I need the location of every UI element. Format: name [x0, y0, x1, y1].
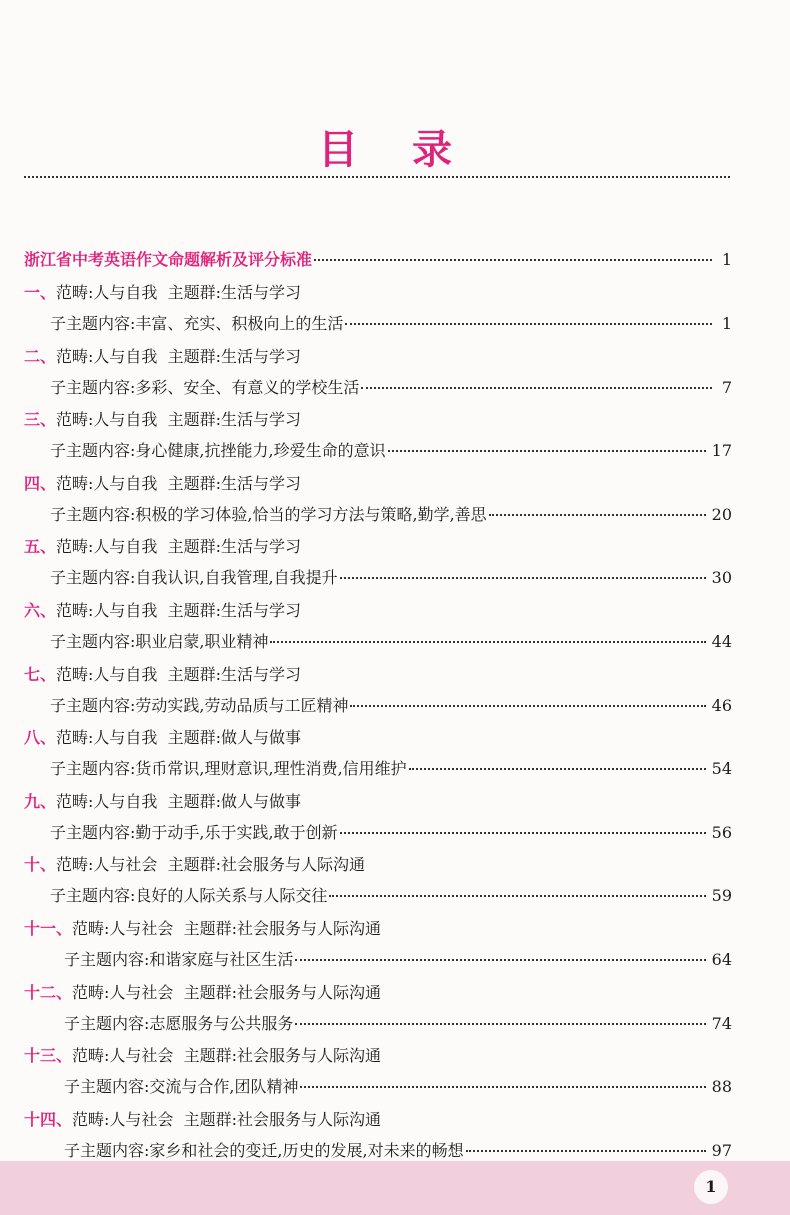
toc-page-number: 17: [711, 441, 732, 461]
toc-entry[interactable]: [50, 438, 732, 461]
section-number: 九、: [24, 791, 57, 811]
toc-entry-label: 子主题内容:多彩、安全、有意义的学校生活: [50, 377, 360, 397]
toc-section-heading: [24, 852, 365, 875]
toc-page-number: 44: [711, 632, 732, 651]
toc-entry-label: 子主题内容:货币常识,理财意识,理性消费,信用维护: [50, 759, 407, 779]
section-heading-text: 范畴:人与自我 主题群:生活与学习: [56, 346, 301, 366]
toc-section-heading: [24, 471, 301, 494]
section-heading-text: 范畴:人与社会 主题群:社会服务与人际沟通: [56, 855, 365, 875]
page-title: 目 录: [318, 127, 472, 173]
toc-page-number: 30: [711, 568, 732, 588]
section-number: 八、: [24, 728, 57, 748]
toc-section-heading: [24, 598, 301, 621]
section-number: 十一、: [24, 919, 73, 938]
section-heading-text: 范畴:人与社会 主题群:社会服务与人际沟通: [72, 1046, 381, 1066]
toc-entry-label: 子主题内容:职业启蒙,职业精神: [50, 632, 269, 651]
section-number: 十四、: [24, 1109, 73, 1129]
toc-entry[interactable]: [64, 947, 732, 970]
section-heading-text: 范畴:人与社会 主题群:社会服务与人际沟通: [72, 1109, 381, 1129]
toc-entry-label: 子主题内容:劳动实践,劳动品质与工匠精神: [50, 695, 349, 715]
dot-leader: [300, 1086, 705, 1088]
section-heading-text: 范畴:人与自我 主题群:做人与做事: [56, 791, 301, 811]
section-number: 四、: [24, 473, 57, 493]
toc-page-number: 20: [711, 504, 732, 524]
section-heading-text: 范畴:人与自我 主题群:生活与学习: [56, 664, 301, 684]
toc-section-heading: [24, 916, 381, 939]
section-heading-text: 范畴:人与自我 主题群:生活与学习: [56, 283, 301, 302]
dot-leader: [388, 450, 706, 452]
toc-intro-label: 浙江省中考英语作文命题解析及评分标准: [24, 250, 313, 269]
toc-entry-label: 子主题内容:丰富、充实、积极向上的生活: [50, 314, 344, 333]
section-heading-text: 范畴:人与自我 主题群:生活与学习: [56, 410, 301, 430]
toc-page-number: 64: [711, 950, 732, 969]
toc-page-number: 59: [711, 886, 732, 906]
toc-entry[interactable]: [64, 1011, 732, 1034]
toc-entry-label: 子主题内容:家乡和社会的变迁,历史的发展,对未来的畅想: [64, 1140, 464, 1160]
toc-section-heading: [24, 534, 301, 557]
toc-page-number: 7: [721, 377, 732, 397]
dot-leader: [329, 895, 705, 897]
section-heading-text: 范畴:人与社会 主题群:社会服务与人际沟通: [72, 982, 381, 1002]
toc-section-heading: [24, 344, 301, 367]
toc-entry[interactable]: [50, 883, 732, 906]
section-number: 十、: [24, 855, 57, 875]
toc-entry-label: 子主题内容:良好的人际关系与人际交往: [50, 886, 328, 906]
toc-page-number: 74: [711, 1013, 732, 1033]
toc-page-number: 56: [711, 822, 732, 842]
dot-leader: [409, 768, 706, 770]
dot-leader: [466, 1150, 706, 1152]
toc-entry[interactable]: [50, 820, 732, 843]
toc-entry-label: 子主题内容:志愿服务与公共服务: [64, 1013, 294, 1033]
section-number: 七、: [24, 664, 57, 684]
section-number: 二、: [24, 346, 57, 366]
toc-entry[interactable]: [50, 375, 732, 398]
dot-leader: [340, 832, 706, 834]
toc-entry-label: 子主题内容:积极的学习体验,恰当的学习方法与策略,勤学,善思: [50, 504, 487, 524]
toc-page-number: 88: [711, 1077, 732, 1097]
dot-leader: [295, 1023, 705, 1025]
title-divider: [24, 176, 730, 178]
toc-page-number: 46: [711, 695, 732, 715]
toc-entry[interactable]: [50, 756, 732, 779]
toc-entry[interactable]: [50, 311, 732, 334]
dot-leader: [295, 959, 705, 961]
footer-band: [0, 1161, 790, 1215]
toc-page-number: 97: [711, 1140, 732, 1160]
dot-leader: [314, 259, 712, 261]
section-number: 一、: [24, 283, 57, 302]
section-number: 十二、: [24, 982, 73, 1002]
toc-section-heading: [24, 789, 301, 812]
toc-entry[interactable]: [50, 693, 732, 716]
toc-entry-label: 子主题内容:自我认识,自我管理,自我提升: [50, 568, 338, 588]
toc-entry[interactable]: [64, 1074, 732, 1097]
toc-section-heading: [24, 725, 301, 748]
toc-page-number: 1: [721, 250, 732, 269]
section-heading-text: 范畴:人与自我 主题群:做人与做事: [56, 728, 301, 748]
toc-entry[interactable]: [64, 1138, 732, 1161]
toc-entry-label: 子主题内容:身心健康,抗挫能力,珍爱生命的意识: [50, 441, 386, 461]
toc-entry[interactable]: [50, 565, 732, 588]
dot-leader: [270, 641, 705, 643]
section-number: 三、: [24, 410, 57, 430]
dot-leader: [345, 323, 712, 325]
toc-entry[interactable]: [50, 502, 732, 525]
section-number: 十三、: [24, 1046, 73, 1066]
toc-entry-label: 子主题内容:交流与合作,团队精神: [64, 1077, 299, 1097]
toc-section-heading: [24, 662, 301, 685]
dot-leader: [489, 514, 706, 516]
toc-section-heading: [24, 280, 301, 303]
toc-entry-label: 子主题内容:勤于动手,乐于实践,敢于创新: [50, 822, 338, 842]
section-heading-text: 范畴:人与社会 主题群:社会服务与人际沟通: [72, 919, 381, 938]
toc-page-number: 54: [711, 759, 732, 779]
toc-page-number: 1: [721, 314, 732, 333]
section-heading-text: 范畴:人与自我 主题群:生活与学习: [56, 601, 301, 620]
section-number: 五、: [24, 537, 57, 557]
toc-section-heading: [24, 407, 301, 430]
toc-section-heading: [24, 1043, 381, 1066]
toc-section-heading: [24, 980, 381, 1003]
toc-entry[interactable]: [50, 629, 732, 652]
section-heading-text: 范畴:人与自我 主题群:生活与学习: [56, 473, 301, 493]
toc-entry-label: 子主题内容:和谐家庭与社区生活: [64, 950, 294, 969]
dot-leader: [361, 387, 712, 389]
toc-intro-entry[interactable]: [24, 247, 732, 270]
page-folio: 1: [694, 1170, 728, 1204]
dot-leader: [340, 577, 706, 579]
toc-section-heading: [24, 1107, 381, 1130]
section-heading-text: 范畴:人与自我 主题群:生活与学习: [56, 537, 301, 557]
section-number: 六、: [24, 601, 57, 620]
dot-leader: [350, 705, 705, 707]
